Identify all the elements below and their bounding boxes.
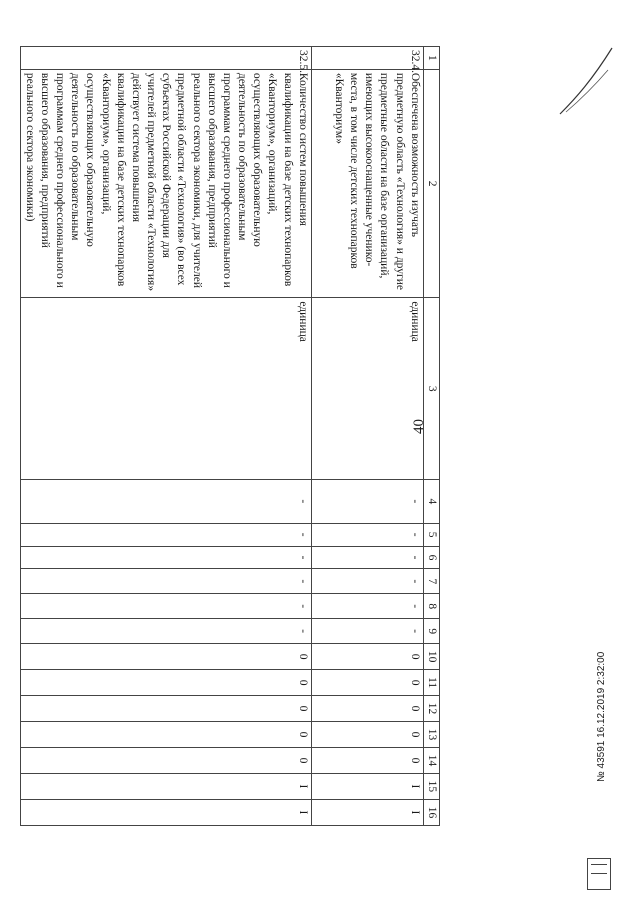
row-value: - bbox=[20, 480, 311, 524]
row-value: - bbox=[20, 569, 311, 594]
rotated-table-container bbox=[23, 46, 440, 826]
column-header: 1 bbox=[423, 47, 439, 70]
column-header: 16 bbox=[423, 799, 439, 825]
registry-stamp-icon bbox=[587, 858, 611, 890]
row-number: 32.4. bbox=[311, 47, 423, 70]
row-value: 0 bbox=[311, 670, 423, 696]
column-header: 13 bbox=[423, 722, 439, 748]
column-header: 9 bbox=[423, 619, 439, 644]
row-value: - bbox=[311, 480, 423, 524]
row-number: 32.5. bbox=[20, 47, 311, 70]
row-value: I bbox=[20, 773, 311, 799]
page-number: 40 bbox=[411, 419, 427, 434]
column-header: 5 bbox=[423, 523, 439, 546]
row-value: - bbox=[311, 546, 423, 569]
row-value: - bbox=[20, 523, 311, 546]
table-row bbox=[311, 47, 423, 826]
row-value: 0 bbox=[20, 696, 311, 722]
row-value: - bbox=[311, 619, 423, 644]
column-header: 6 bbox=[423, 546, 439, 569]
row-unit: единица bbox=[311, 298, 423, 480]
row-value: I bbox=[311, 773, 423, 799]
indicators-table bbox=[20, 46, 440, 826]
row-value: 0 bbox=[20, 747, 311, 773]
column-header: 4 bbox=[423, 480, 439, 524]
row-value: 0 bbox=[311, 644, 423, 670]
row-value: - bbox=[311, 569, 423, 594]
document-footer: № 43591 16.12.2019 2:32:00 bbox=[596, 651, 607, 782]
column-header: 3 bbox=[423, 298, 439, 480]
column-header: 2 bbox=[423, 69, 439, 298]
row-value: 0 bbox=[311, 747, 423, 773]
row-description: Обеспечена возможность изучать предметную область «Технология» и другие предметные области на базе организаций, имеющих высокооснащенные ученико-места, в том числе детских технопарков «Кванториум» bbox=[311, 69, 423, 298]
column-header: 15 bbox=[423, 773, 439, 799]
row-value: 0 bbox=[311, 696, 423, 722]
column-header: 8 bbox=[423, 594, 439, 619]
row-value: I bbox=[20, 799, 311, 825]
table-row bbox=[20, 47, 311, 826]
row-value: - bbox=[20, 594, 311, 619]
row-value: - bbox=[20, 546, 311, 569]
row-value: I bbox=[311, 799, 423, 825]
row-unit: единица bbox=[20, 298, 311, 480]
pen-mark-icon bbox=[556, 40, 616, 120]
row-value: - bbox=[20, 619, 311, 644]
row-value: - bbox=[311, 523, 423, 546]
column-header: 14 bbox=[423, 747, 439, 773]
row-value: 0 bbox=[20, 722, 311, 748]
column-header: 11 bbox=[423, 670, 439, 696]
row-value: 0 bbox=[20, 644, 311, 670]
column-header: 10 bbox=[423, 644, 439, 670]
row-value: - bbox=[311, 594, 423, 619]
row-description: Количество систем повышения квалификации на базе детских технопарков «Кванториум», организаций, осуществляющих образовательную деятельность по образовательным программам среднего профессионального и высшего образования, предприятий реального сектора экономики, для учителей предметной области «Технология» (во всех субъектах Российской Федерации для учителей предметной области «Технология» действует система повышения квалификации на базе детских технопарков «Кванториум», организаций, осуществляющих образовательную деятельность по образовательным программам среднего профессионального и высшего образования, предприятий реального сектора экономики) bbox=[20, 69, 311, 298]
row-value: 0 bbox=[311, 722, 423, 748]
row-value: 0 bbox=[20, 670, 311, 696]
column-header: 12 bbox=[423, 696, 439, 722]
header-row bbox=[423, 47, 439, 826]
column-header: 7 bbox=[423, 569, 439, 594]
